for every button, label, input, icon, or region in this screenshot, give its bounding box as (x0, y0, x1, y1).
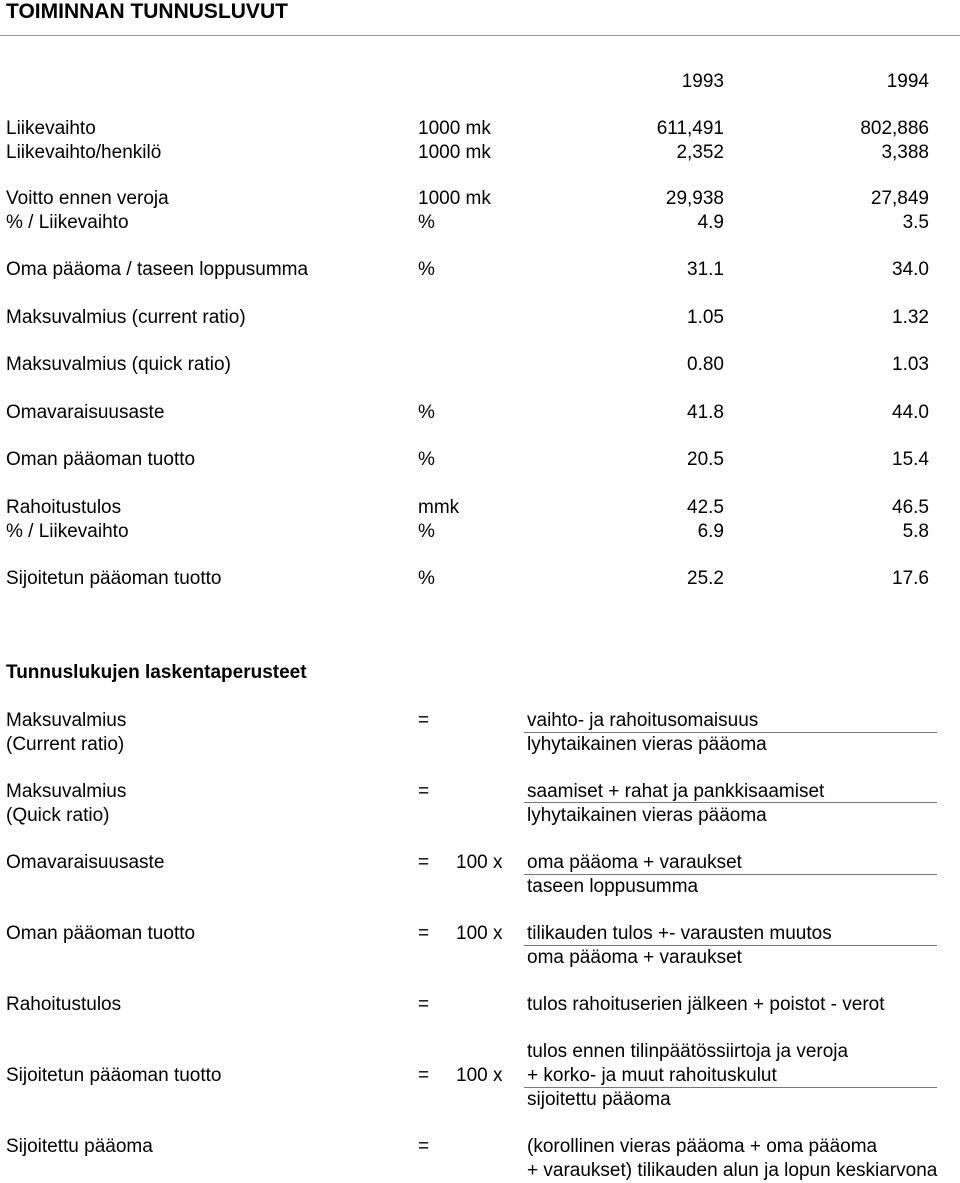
row-unit: % (418, 449, 435, 470)
row-unit: % (418, 402, 435, 423)
formulas-heading: Tunnuslukujen laskentaperusteet (6, 662, 307, 683)
row-value-1993: 4.9 (697, 212, 724, 233)
formula-expression-line-1: (korollinen vieras pääoma + oma pääoma (527, 1136, 878, 1157)
formula-sublabel: (Quick ratio) (6, 805, 110, 826)
row-value-1994: 3,388 (881, 142, 929, 163)
row-value-1993: 42.5 (687, 497, 724, 518)
row-value-1994: 1.03 (892, 354, 929, 375)
multiplier: 100 x (456, 1065, 503, 1086)
row-unit: 1000 mk (418, 142, 491, 163)
row-value-1994: 1.32 (892, 307, 929, 328)
formula-sublabel: (Current ratio) (6, 734, 125, 755)
row-value-1994: 17.6 (892, 568, 929, 589)
year-header-1994: 1994 (886, 71, 929, 92)
row-value-1994: 27,849 (870, 188, 929, 209)
row-value-1993: 25.2 (687, 568, 724, 589)
row-value-1993: 41.8 (687, 402, 724, 423)
row-value-1993: 611,491 (656, 118, 724, 139)
row-label: Maksuvalmius (current ratio) (6, 307, 246, 328)
equals-sign: = (418, 923, 430, 944)
row-value-1993: 0.80 (687, 354, 724, 375)
formula-numerator-line-1: tulos ennen tilinpäätössiirtoja ja veroja (527, 1041, 849, 1062)
row-label: Sijoitetun pääoman tuotto (6, 568, 222, 589)
row-value-1994: 3.5 (902, 212, 929, 233)
row-label: Liikevaihto (6, 118, 96, 139)
year-header-1993: 1993 (681, 71, 724, 92)
row-unit: 1000 mk (418, 118, 491, 139)
row-unit: % (418, 521, 435, 542)
formula-label: Maksuvalmius (6, 781, 127, 802)
row-label: % / Liikevaihto (6, 212, 129, 233)
fraction-line (524, 802, 937, 803)
row-value-1993: 20.5 (687, 449, 724, 470)
formula-label: Omavaraisuusaste (6, 852, 165, 873)
equals-sign: = (418, 781, 430, 802)
equals-sign: = (418, 710, 430, 731)
formula-expression-line-2: + varaukset) tilikauden alun ja lopun keskiarvona (527, 1160, 938, 1181)
row-label: Rahoitustulos (6, 497, 122, 518)
formula-label: Maksuvalmius (6, 710, 127, 731)
formula-label: Rahoitustulos (6, 994, 122, 1015)
row-value-1993: 1.05 (687, 307, 724, 328)
formula-denominator: sijoitettu pääoma (527, 1089, 671, 1110)
row-label: % / Liikevaihto (6, 521, 129, 542)
row-value-1994: 802,886 (860, 118, 929, 139)
formula-expression: tulos rahoituserien jälkeen + poistot - verot (527, 994, 885, 1015)
equals-sign: = (418, 1065, 430, 1086)
equals-sign: = (418, 994, 430, 1015)
title-divider (0, 35, 960, 36)
row-unit: % (418, 259, 435, 280)
row-label: Omavaraisuusaste (6, 402, 165, 423)
formula-numerator: vaihto- ja rahoitusomaisuus (527, 710, 759, 731)
formula-label: Oman pääoman tuotto (6, 923, 196, 944)
equals-sign: = (418, 1136, 430, 1157)
row-unit: % (418, 568, 435, 589)
formula-numerator: oma pääoma + varaukset (527, 852, 742, 873)
row-label: Oma pääoma / taseen loppusumma (6, 259, 309, 280)
row-value-1993: 29,938 (665, 188, 724, 209)
row-value-1993: 31.1 (687, 259, 724, 280)
row-value-1993: 2,352 (676, 142, 724, 163)
row-value-1994: 46.5 (892, 497, 929, 518)
multiplier: 100 x (456, 923, 503, 944)
row-unit: 1000 mk (418, 188, 491, 209)
row-label: Oman pääoman tuotto (6, 449, 196, 470)
page-title: TOIMINNAN TUNNUSLUVUT (6, 0, 288, 23)
row-value-1993: 6.9 (697, 521, 724, 542)
formula-numerator-line-2: + korko- ja muut rahoituskulut (527, 1065, 777, 1086)
formula-denominator: oma pääoma + varaukset (527, 947, 742, 968)
row-value-1994: 15.4 (892, 449, 929, 470)
row-label: Maksuvalmius (quick ratio) (6, 354, 231, 375)
multiplier: 100 x (456, 852, 503, 873)
row-unit: % (418, 212, 435, 233)
row-value-1994: 5.8 (902, 521, 929, 542)
row-value-1994: 44.0 (892, 402, 929, 423)
formula-label: Sijoitetun pääoman tuotto (6, 1065, 222, 1086)
row-label: Liikevaihto/henkilö (6, 142, 162, 163)
formula-denominator: taseen loppusumma (527, 876, 699, 897)
formula-denominator: lyhytaikainen vieras pääoma (527, 805, 767, 826)
formula-numerator: saamiset + rahat ja pankkisaamiset (527, 781, 825, 802)
formula-numerator: tilikauden tulos +- varausten muutos (527, 923, 832, 944)
row-label: Voitto ennen veroja (6, 188, 169, 209)
row-unit: mmk (418, 497, 460, 518)
formula-denominator: lyhytaikainen vieras pääoma (527, 734, 767, 755)
equals-sign: = (418, 852, 430, 873)
row-value-1994: 34.0 (892, 259, 929, 280)
formula-label: Sijoitettu pääoma (6, 1136, 153, 1157)
